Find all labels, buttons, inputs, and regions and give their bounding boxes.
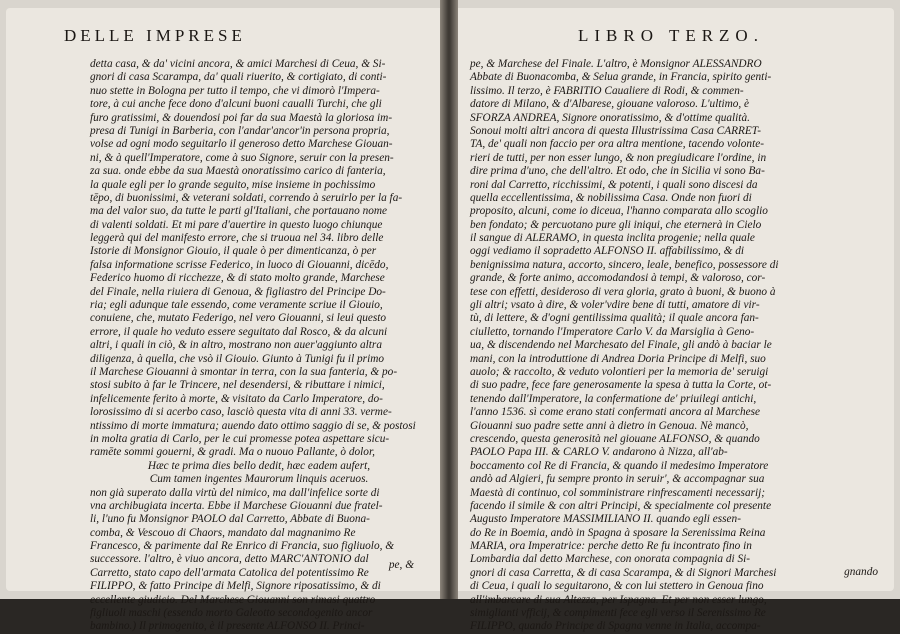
text-line: Giouanni suo padre sette anni à dietro in Genoua. Nè mancò, <box>470 419 749 432</box>
text-line: auolo; & raccolto, & veduto volontieri per la memoria de' seruigi <box>470 365 769 378</box>
text-line: crescendo, questa generosità nel giouane ALFONSO, & quando <box>470 432 760 445</box>
text-line: facendo il simile & con altri Principi, & specialmente col presente <box>470 499 772 512</box>
text-line: in molta gratia di Carlo, per le cui promesse potea aspettare sicu- <box>90 432 390 445</box>
text-line: volse ad ogni modo seguitarlo il generoso detto Marchese Giouan- <box>90 138 393 151</box>
text-line: tù, di lettere, & d'ogni gentilissima qualità; il quale ancora fan- <box>470 312 759 325</box>
right-catchword: gnando <box>844 566 878 578</box>
text-line: ria; egli adunque tale essendo, come veramente scriue il Giouio, <box>90 299 383 312</box>
text-line: Sonoui molti altri ancora di questa Illustrissima Casa CARRET- <box>470 124 762 137</box>
text-line: detta casa, & da' vicini ancora, & amici Marchesi di Ceua, & Si- <box>90 58 386 70</box>
text-line: il sangue di ALERAMO, in questa inclita progenie; nella quale <box>470 232 755 245</box>
text-line: proposito, alcuni, come io diceua, l'hanno comparata allo scoglio <box>470 205 768 218</box>
text-line: all'imbarcare di sua Altezza, per Ispagna. Et per non esser lungo, <box>470 593 767 606</box>
text-line: za sua. onde ebbe da sua Maestà onoratissimo carico di fanteria, <box>90 165 386 178</box>
text-line: il Marchese Giouanni à smontar in terra, con la sua fanteria, & po- <box>90 365 398 378</box>
text-line: datore di Milano, & d'Albarese, giouane valoroso. L'ultimo, è <box>470 98 750 111</box>
text-line: Hæc te prima dies bello dedit, hæc eadem aufert, <box>147 459 371 472</box>
text-line: dire prima d'uno, che dell'altro. Et odo, che in Sicilia vi sono Ba- <box>470 165 765 178</box>
text-line: FILIPPO, quando Principe di Spagna venne in Italia, accompa- <box>470 620 761 633</box>
text-line: ramēte sommi gouerni, & gradi. Ma o nuouo Pallante, ò dolor, <box>90 446 375 459</box>
text-line: Carretto, stato capo dell'armata Catolica del potentissimo Re <box>90 566 369 579</box>
text-line: quella eccellentissima, & nobilissima Casa. Onde non fuori di <box>470 191 752 204</box>
text-line: non già superato dalla virtù del nimico, ma dall'infelice sorte di <box>90 486 380 499</box>
text-line: comba, & Vescouo di Chaors, mandato dal magnanimo Re <box>90 526 356 539</box>
left-catchword: pe, & <box>388 559 414 571</box>
text-line: oggi vediamo il sopradetto ALFONSO II. affabilissimo, & di <box>470 245 745 258</box>
left-page-text <box>90 58 428 634</box>
text-line: andò ad Algieri, fu sempre pronto in seruir', & accompagnar sua <box>470 473 765 486</box>
text-line: Francesco, & parimente dal Re Enrico di Francia, suo figliuolo, & <box>90 540 395 553</box>
text-line: diligenza, à quella, che vsò il Giouio. Giunto à Tunigi fu il primo <box>90 352 385 365</box>
text-line: errore, il quale ho veduto essere seguitato dal Rosco, & da alcuni <box>90 325 388 338</box>
text-line: di valenti soldati. Et mi pare d'auertire in questo luogo chiunque <box>90 218 383 231</box>
text-line: TA, de' quali non faccio per ora altra mentione, tacendo volonte- <box>470 138 764 151</box>
text-line: vna archibugiata incerta. Ebbe il Marchese Giouanni due fratel- <box>90 499 383 512</box>
text-line: do Re in Boemia, andò in Spagna à sposare la Serenissima Reina <box>470 526 766 539</box>
text-line: rieri de tutti, per non esser lungo, & non pregiudicare l'ordine, in <box>470 151 767 164</box>
right-page <box>458 8 894 633</box>
text-line: bambino.) Il primogenito, è il presente ALFONSO II. Princi- <box>90 620 365 633</box>
text-line: lorosissimo di si acerbo caso, lasciò questa vita di anni 33. verme- <box>90 406 392 419</box>
text-line: tore, à cui anche fece dono d'alcuni buoni caualli Turchi, che gli <box>90 98 382 111</box>
text-line: ua, & discendendo nel Marchesato del Finale, gli andò à baciar le <box>470 339 772 352</box>
text-line: Cum tamen ingentes Maurorum linquis aceruos. <box>149 473 369 486</box>
text-line: tēpo, di buonissimi, & veterani soldati, correndo à seruirlo per la fa- <box>90 191 403 204</box>
text-line: Istorie di Monsignor Giouio, il quale ò per dimenticanza, ò per <box>90 245 377 258</box>
right-page-text <box>470 58 890 634</box>
text-line: successore. l'altro, è viuo ancora, detto MARC'ANTONIO dal <box>90 553 369 566</box>
text-line: Maestà di continuo, col somministrare rinfrescamenti necessarij; <box>470 486 766 499</box>
text-line: roni dal Carretto, ricchissimi, & potenti, i quali sono discesi da <box>470 178 758 191</box>
text-line: la quale egli per lo grande seguito, mise insieme in pochissimo <box>90 178 376 191</box>
text-line: lissimo. Il terzo, è FABRITIO Caualiere di Rodi, & commen- <box>470 84 744 97</box>
book-gutter <box>440 0 458 599</box>
text-line: tenendo dall'Imperatore, la confermatione de' priuilegi antichi, <box>470 392 757 405</box>
text-line: conuiene, che, mutato Federigo, nel vero Giouanni, si leui questo <box>90 312 387 325</box>
text-line: simiglianti vfficij, & compimenti fece egli verso il Serenissimo Re <box>470 607 766 620</box>
text-line: pe, & Marchese del Finale. L'altro, è Monsignor ALESSANDRO <box>470 58 762 70</box>
text-line: Lombardia dal detto Marchese, con onorata compagnia di Si- <box>470 553 750 566</box>
text-line: tese con effetti, desideroso di vera gloria, grato à buoni, & buono à <box>470 285 776 298</box>
text-line: ma del valor suo, da tutte le parti gl'Italiani, che portauano nome <box>90 205 388 218</box>
text-line: stosi subito à far le Trincere, nel desendersi, & ributtare i nimici, <box>90 379 385 392</box>
text-line: mani, con la introduttione di Andrea Doria Principe di Melfi, suo <box>470 352 766 365</box>
text-line: infelicemente ferito à morte, & visitato da Carlo Imperatore, do- <box>90 392 383 405</box>
text-line: eccellente giudicio. Del Marchese Giouanni son rimasi quattro <box>90 593 376 606</box>
text-line: leggerà qui del manifesto errore, che si truoua nel 34. libro delle <box>90 232 384 245</box>
text-line: di Ceua, i quali lo seguitarono, & con lui stettero in Genoua fino <box>470 580 764 593</box>
left-page <box>6 8 440 633</box>
text-line: ntissimo di morte immatura; auendo dato ottimo saggio di se, & postosi <box>90 419 416 432</box>
text-line: furo gratissimi, & douendosi poi far da sua Maestà la gloriosa im- <box>90 111 393 124</box>
text-line: ben fondato; & percuotano pure gli iniqui, che eternerà in Cielo <box>470 218 762 231</box>
text-line: l'anno 1536. sì come erano stati confermati ancora al Marchese <box>470 406 761 419</box>
text-line: Abbate di Buonacomba, & Selua grande, in Francia, spirito genti- <box>470 71 772 84</box>
text-line: gnori di casa Scarampa, da' quali riuerito, & cortigiato, di conti- <box>90 71 387 84</box>
text-line: Federico huomo di ricchezze, & di stato molto grande, Marchese <box>90 272 385 285</box>
text-line: ciulletto, tornando l'Imperatore Carlo V. da Marsiglia à Geno- <box>470 325 755 338</box>
text-line: gnori di casa Carretta, & di casa Scarampa, & di Signori Marchesi <box>470 566 777 579</box>
text-line: del Finale, nella riuiera di Genoua, & figliastro del Principe Do- <box>90 285 386 298</box>
text-line: SFORZA ANDREA, Signore onoratissimo, & d'ottime qualità. <box>470 111 750 124</box>
right-running-head: LIBRO TERZO. <box>578 26 764 45</box>
text-line: gli altri; vsato à dire, & voler'vdire bene di tutti, amatore di vir- <box>470 299 760 312</box>
text-line: grande, & forte animo, accomodandosi à tempi, & valoroso, cor- <box>470 272 766 285</box>
text-line: figliuoli maschi (essendo morto Galeotto secondogenito ancor <box>90 607 373 620</box>
text-line: PAOLO Papa III. & CARLO V. andarono à Nizza, all'ab- <box>470 446 728 459</box>
text-line: presa di Tunigi in Barberia, con l'andar'ancor'in persona propria, <box>90 124 390 137</box>
text-line: li, l'uno fu Monsignor PAOLO dal Carretto, Abbate di Buona- <box>90 513 370 526</box>
text-line: ni, & à quell'Imperatore, come à suo Signore, seruir con la presen- <box>90 151 394 164</box>
left-running-head: DELLE IMPRESE <box>64 26 246 45</box>
text-line: altri, i quali in ciò, & in altro, mostrano non auer'aggiunto altra <box>90 339 382 352</box>
text-line: Augusto Imperatore MASSIMILIANO II. quando egli essen- <box>470 513 741 526</box>
text-line: FILIPPO, & fatto Principe di Melfi, Signore riposatissimo, & di <box>90 580 381 593</box>
text-line: MARIA, ora Imperatrice: perche detto Re fu incontrato fino in <box>470 540 752 553</box>
text-line: falsa informatione scrisse Federico, in luoco di Giouanni, dicēdo, <box>90 258 389 271</box>
text-line: boccamento col Re di Francia, & quando il medesimo Imperatore <box>470 459 769 472</box>
text-line: benignissima natura, accorto, sincero, leale, benefico, possessore di <box>470 258 779 271</box>
text-line: di suo padre, fece fare generosamente la spesa à tutta la Corte, ot- <box>470 379 772 392</box>
text-line: nuo stette in Bologna per tutto il tempo, che vi dimorò l'Impera- <box>90 84 380 97</box>
